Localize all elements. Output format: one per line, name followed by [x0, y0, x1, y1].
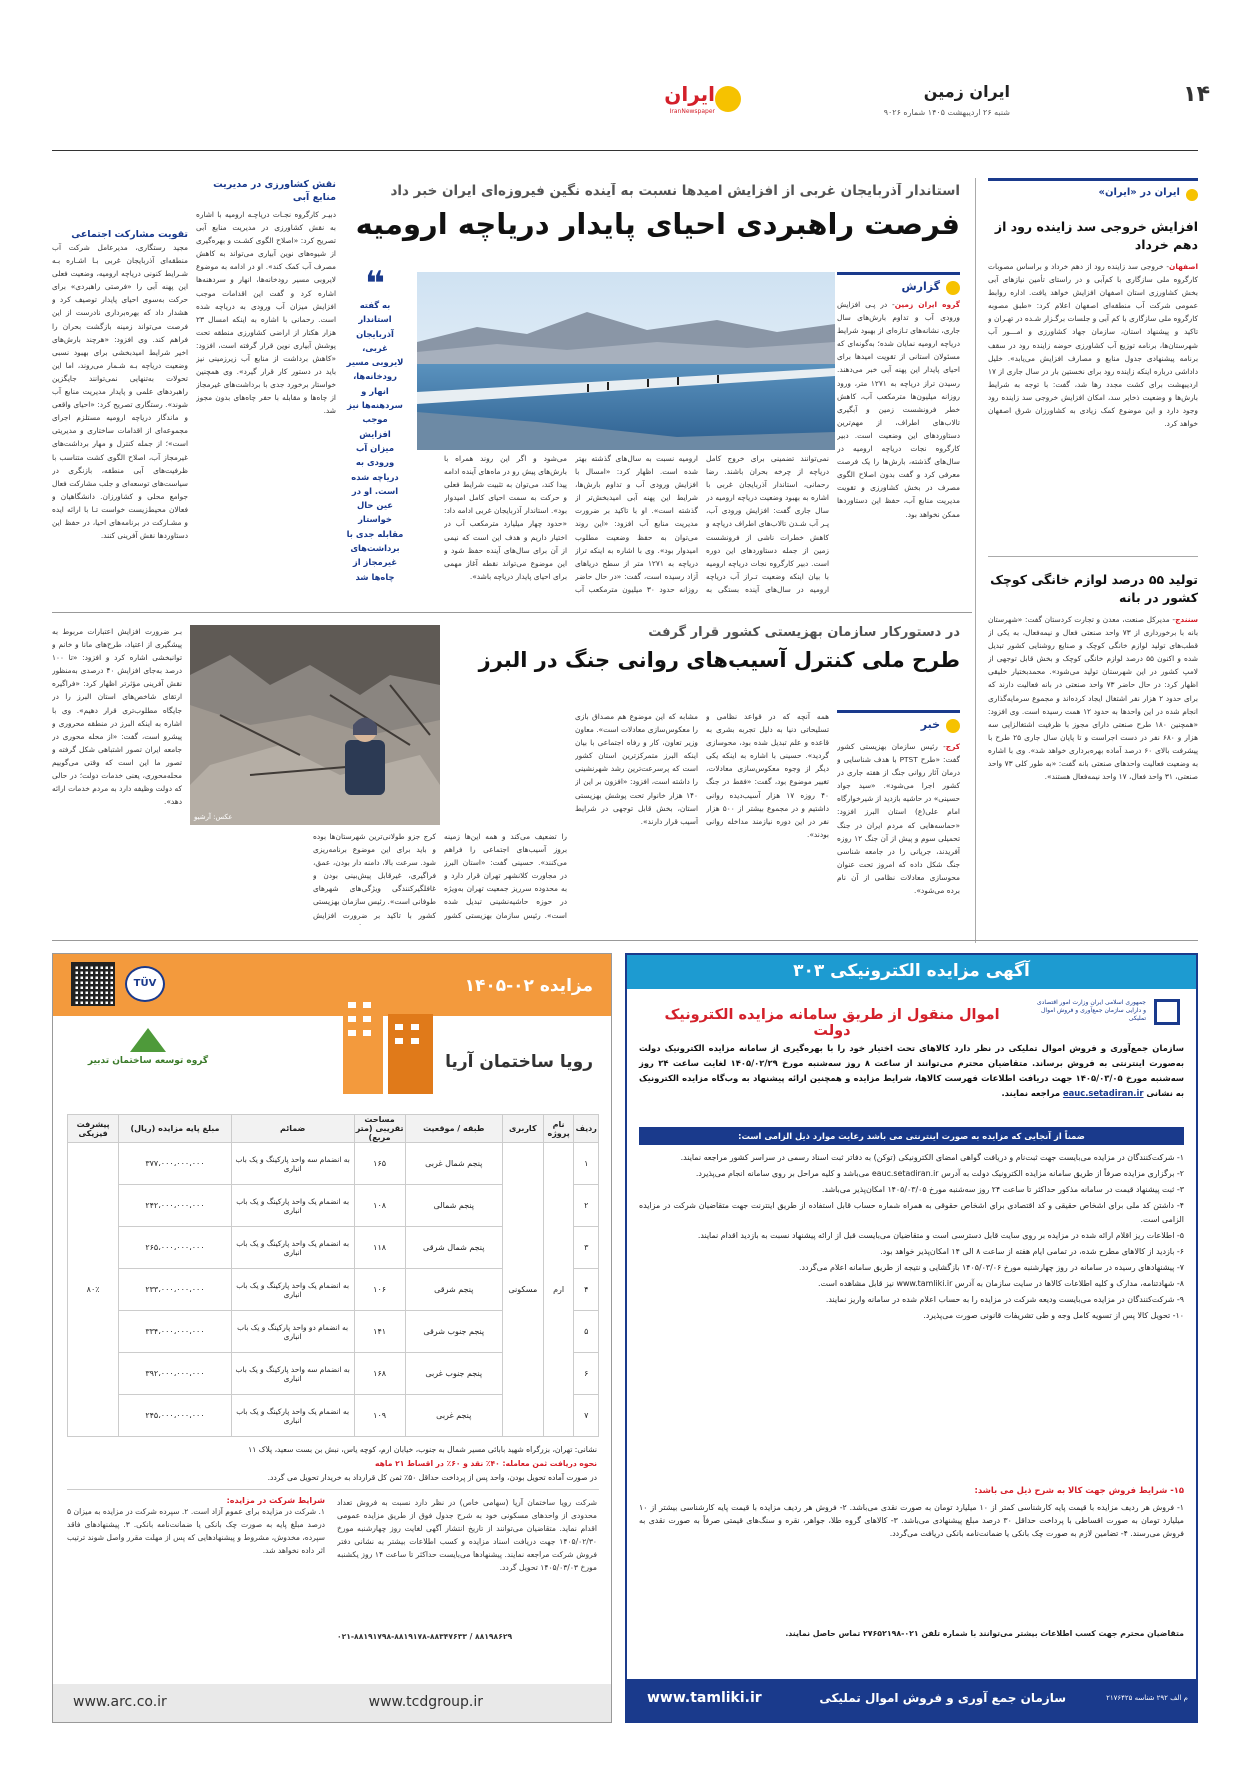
sub2-body	[52, 178, 188, 596]
th-floor: طبقه / موقعیت	[405, 1115, 502, 1143]
list-item: ۶- بازدید از کالاهای مطرح شده، در تمامی ایام هفته از ساعت ۸ الی ۱۴ امکان‌پذیر خواهد بود.	[880, 1247, 1184, 1256]
cell-area: ۱۶۸	[354, 1353, 405, 1395]
cell-extras: به انضمام یک واحد پارکینگ و یک باب انباری	[231, 1185, 354, 1227]
sidebar-story2-text: - مدیرکل صنعت، معدن و تجارت کردستان گفت: «شهرستان بانه با برخورداری از ۷۳ واحد صنعتی فعال و نیمه‌فعال، به یکی از قطب‌های تولید لوازم خانگی کوچک و صنایع روشنایی کشور تبدیل شده و اکنون ۵۵ درصد لوازم خانگی کوچک و بخش قابل توجهی از لامپ کشور در این شهرستان تولید می‌شود». محمدبختیار خلیقی اظهار کرد: در حال حاضر ۷۳ واحد صنعتی در بانه فعالیت دارند که برای حدود ۲ هزار نفر اشتغال ایجاد کرده‌اند و مجموع سرمایه‌گذاری انجام شده در این واحدها به حدود ۱۲ همت رسیده است. وی افزود: «همچنین ۱۸۰ طرح صنعتی دارای مجوز با ظرفیت اشتغالزایی سه هزار و ۶۸۰ نفر در دست اجراست و تا پایان سال جاری ۲۵ طرح با پیشرفت بالای ۶۰ درصد آماده بهره‌برداری خواهد شد». وی با اشاره به وضعیت فعالیت واحدهای صنعتی بانه گفت: «به طور کلی ۷۳ واحد صنعتی، ۳۱ واحد فعال، ۱۷ واحد نیمه‌فعال هستند».	[988, 615, 1198, 782]
sub1-title: نقش کشاورزی در مدیریت منابع آبی	[213, 179, 336, 203]
cell-area: ۱۰۶	[354, 1269, 405, 1311]
second-col-1	[837, 740, 960, 925]
second-photo	[190, 625, 440, 825]
logo-text: ایران	[664, 82, 715, 106]
cell-area: ۱۰۹	[354, 1395, 405, 1437]
sidebar-bullet-icon	[1186, 189, 1198, 201]
sidebar-story2-lead: سنندج	[1175, 615, 1198, 624]
lead-kicker: استاندار آذربایجان غربی از افزایش امیدها نسبت به آینده نگین فیروزه‌ای ایران خبر داد	[390, 183, 960, 199]
th-no: ردیف	[574, 1115, 599, 1143]
ad-left-delivery: در صورت آماده تحویل بودن، واحد پس از پرداخت حداقل ۵۰٪ ثمن کل قرارداد به خریدار تحویل می گردد.	[267, 1473, 597, 1482]
sidebar-story1-text: - خروجی سد زاینده رود از دهم خرداد و براساس مصوبات کارگروه ملی سازگاری با کم‌آبی و در راستای تأمین نیاز‌های آبی بخش کشاورزی استان اصفهان افزایش خواهد یافت. اداره روابط عمومی شرکت آب منطقه‌ای اصفهان اعلام کرد: «طبق مصوبه کارگروه ملی سازگاری با کم آبی و جلسات برگـزار شـده در تهـران و تاکید و پیشنهاد استان، سازمان جهاد کشاورزی و امـــور آب شهرستان‌ها، برنامه توزیع آب کشاورزی حوضه زاینده رود در سقف برنامه پیشنهادی جدول منابع و مصارف افزایش می‌یابد». خلیل داداشی درباره اینکه زاینده رود برای نخستین بار در سال جاری از ۱۷ اردیبهشت برای کشت مجدد رها شد، گفت: با توجه به شرایط بارش‌ها و وضعیت ذخایر سد، امکان افزایش خروجی سد زاینده رود وجود دارد و این موضوع کمک زیادی به کشاورزان شرق اصفهان خواهد کرد.	[988, 262, 1198, 429]
list-item: ۷- پیشنهادهای رسیده در سامانه در روز چهارشنبه مورخ ۱۴۰۵/۰۳/۰۶ بازگشایی و نتیجه از طریق سامانه اعلام می‌گردد.	[799, 1263, 1184, 1272]
list-item: ۵- اطلاعات ریز اقلام ارائه شده در مزایده بر روی سایت قابل دسترسی است و متقاضیان می‌بایست قبل از ارائه پیشنهاد نسبت به بازدید اقدام نمایند.	[697, 1231, 1184, 1240]
ad-left	[52, 953, 612, 1723]
footer-url-2[interactable]: www.arc.co.ir	[73, 1694, 167, 1710]
logo-sub: IranNewspaper	[669, 108, 715, 115]
list-item: ۹- شرکت‌کنندگان در مزایده می‌بایست ودیعه شرکت در مزایده را به حساب اعلام شده در سامانه واریز نمایند.	[825, 1295, 1184, 1304]
building-icon	[333, 984, 443, 1094]
page-number: ۱۴	[1183, 82, 1210, 107]
sub2-title: تقویت مشارکت اجتماعی	[71, 229, 188, 240]
auction-table-header	[68, 1115, 599, 1143]
eauc-link[interactable]: eauc.setadiran.ir	[1062, 1088, 1144, 1098]
sidebar-story2-title: تولید ۵۵ درصد لوازم خانگی کوچک کشور در بانه	[990, 572, 1198, 605]
group-name: گروه توسعه ساختمان تدبیر	[87, 1056, 209, 1066]
lead-col-1	[837, 298, 960, 596]
masthead-rule	[52, 150, 1198, 151]
second-col-6: بـر ضرورت افزایش اعتبارات مربوط به پیشگیری از اعتیاد، طرح‌های مانا و خانم و توانبخشی اشاره کرد و افزود: «تا ۱۰۰ درصد به‌جای افزایش ۴۰ درصدی به‌منظور نقش آفرینی مؤثرتر اظهار کرد: «فراگیره ارتقای شاخص‌های استان البرز را در جایگاه مطلوب‌تری قرار دهیم». وی با اشاره به اینکه البرز در منطقه محروری و پیشرو است، گفت: «از محله محوری در جامعه ایران تصور اشتباهی شکل گرفته و تصور ما این است که وقتی می‌گوییم محله‌محوری، یعنی خدمات دولت؛ در حالی که دولت وظیفه دارد به مردم خدمات ارائه دهد».	[52, 627, 182, 807]
cell-floor: پنجم شمالی	[405, 1185, 502, 1227]
list-item: ۸- شهادتنامه، مدارک و کلیه اطلاعات کالاها در سایت سازمان به آدرس www.tamliki.ir نیز قابل مشاهده است.	[818, 1279, 1184, 1288]
cell-area: ۱۱۸	[354, 1227, 405, 1269]
cell-extras: به انضمام یک واحد پارکینگ و یک باب انباری	[231, 1395, 354, 1437]
cell-extras: به انضمام یک واحد پارکینگ و یک باب انباری	[231, 1269, 354, 1311]
list-item: ۴- داشتن کد ملی برای اشخاص حقیقی و کد اقتصادی برای اشخاص حقوقی به همراه شماره حساب قابل استفاده از طریق اینترنت جهت متقاضیان شرکت در مزایده الزامی است.	[639, 1201, 1184, 1224]
sub2-text: مجید رستگاری، مدیرعامل شرکت آب منطقه‌ای آذربایجان غربی بـا اشـاره بـه شـرایط کنونی دریاچه ارومیه، وضعیت فعلی این پهنه آبی را «فرصتی راهبردی» برای حرکت به‌سوی احیای پایدار توصیف کرد و هشدار داد که بهره‌برداری نادرست از این فرصت می‌تواند زمینه بازگشت بحران را فراهم کند. وی افزود: «هرچند بارش‌های اخیر شرایط امیدبخشی برای بهبود نسبی وضعیت دریاچه بـه شـمار می‌روند، اما این تحولات به‌تنهایی نمی‌توانند جایگزین راهبردهای علمی و پایدار مدیریت منابع آب شوند». رستگاری تصریح کرد: «احیای واقعی و ماندگار دریاچه ارومیه مستلزم اجرای مجموعه‌ای از اقدامات ساختاری و مدیریتی است»؛ از جمله کنترل و مهار برداشت‌های غیرمجاز آب، اصلاح الگوی کشت متناسب با ظرفیت‌های آبی منطقه، بازنگری در سیاست‌های توسعه‌ای و جلب مشارکت فعال جوامع محلی و کشاورزان. دانشگاهیان و فعالان محیط‌زیست خواست تـا با ارائه ایده و مشـارکت در برنامه‌های احیا، در حفظ این دستاوردها نقش آفرینی کنند.	[52, 243, 188, 541]
news-bullet-icon	[946, 719, 960, 733]
tamliki-logo-icon	[1154, 999, 1180, 1025]
second-col-4: را تضعیف می‌کند و همه این‌ها زمینه بروز آسیب‌های اجتماعی را فراهم می‌کنند». حسینی گفت: «استان البرز در مجاورت کلانشهر تهران قرار دارد و به محدوده سرریز جمعیت تهران به‌ویژه در حوزه حاشیه‌نشینی تبدیل شده است». رئیس سازمان بهزیستی کشور	[444, 832, 567, 920]
cell-area: ۱۰۸	[354, 1185, 405, 1227]
cell-area: ۱۴۱	[354, 1311, 405, 1353]
ad-left-contact: ۰۲۱-۸۸۱۹۱۷۹۸-۸۸۱۹۱۷۸-۸۸۳۴۷۶۳۳ / ۸۸۱۹۸۶۲۹	[337, 1632, 513, 1641]
cell-area: ۱۶۵	[354, 1143, 405, 1185]
lead-photo	[417, 272, 835, 450]
list-item: ۲- برگزاری مزایده صرفاً از طریق سامانه مزایده الکترونیک دولت به آدرس eauc.setadiran.ir می‌باشد و کلیه مراحل بر روی سامانه انجام می‌پذیرد.	[695, 1169, 1184, 1178]
qr-code-icon	[71, 962, 115, 1006]
section-rule-2	[52, 940, 1198, 941]
cell-progress: ۸۰٪	[68, 1143, 119, 1437]
cell-floor: پنجم شمال شرقی	[405, 1227, 502, 1269]
ad-left-notice: شرکت رویا ساختمان آریا (سهامی خاص) در نظر دارد نسبت به فروش تعداد محدودی از واحدهای مسکونی خود به شرح جدول فوق از طریق مزایده عمومی اقدام نماید. متقاضیان می‌توانند از تاریخ انتشار آگهی لغایت روز چهارشنبه مورخ ۱۴۰۵/۰۲/۳۰ جهت دریافت اسناد مزایده و کسب اطلاعات بیشتر به نشانی دفتر فروش شرکت مراجعه نمایند. پیشنهادها می‌بایست حداکثر تا ساعت ۱۴ روز یکشنبه مورخ ۱۴۰۵/۰۳/۰۳ تحویل گردد.	[337, 1498, 597, 1573]
newspaper-logo	[655, 80, 755, 120]
ad-left-header	[53, 954, 612, 1104]
section-title: ایران زمین	[923, 82, 1010, 101]
cell-price: ۲۴۲،۰۰۰،۰۰۰،۰۰۰	[119, 1185, 232, 1227]
building-graphic	[333, 984, 443, 1094]
sidebar-divider	[975, 178, 976, 943]
auction-table	[67, 1114, 599, 1437]
lead-col-2: نمی‌توانند تضمینی برای خروج کامل دریاچه از چرخه بحران باشند. رضا رحمانی، استاندار آذربایجان غربی با اشاره به بهبود وضعیت دریاچه ارومیه در سال جاری گفت: افزایش ورودی آب، پـر آب شـدن تالاب‌های اطراف دریاچه و کاهش خطرات ناشی از فرونشست زمین از جمله دستاوردهای این دوره است. دبیر کارگروه نجات دریاچه ارومیه با بیان اینکه وضعیت تـراز آب دریاچه ارومیه در سال‌های آینده بستگی به	[706, 454, 829, 594]
cell-no: ۴	[574, 1269, 599, 1311]
cell-price: ۲۳۳،۰۰۰،۰۰۰،۰۰۰	[119, 1269, 232, 1311]
th-project: نام پروژه	[543, 1115, 574, 1143]
ad-left-footer	[53, 1684, 612, 1722]
cell-no: ۳	[574, 1227, 599, 1269]
lead-label	[837, 272, 960, 292]
tree-logo-icon	[130, 1028, 166, 1052]
second-lead: کرج	[945, 742, 960, 751]
th-usage: کاربری	[502, 1115, 543, 1143]
cell-extras: به انضمام سه واحد پارکینگ و یک باب انباری	[231, 1143, 354, 1185]
ad-right-condition-title: ۱۵- شرایط فروش جهت کالا به شرح ذیل می باشد:	[974, 1485, 1184, 1495]
sidebar-story1-body	[988, 260, 1198, 550]
sidebar-story1-title: افزایش خروجی سد زاینده رود از دهم خرداد	[994, 219, 1198, 252]
banner-text: آگهی مزایده الکترونیکی ۳۰۳	[793, 961, 1030, 981]
cell-price: ۳۷۷،۰۰۰،۰۰۰،۰۰۰	[119, 1143, 232, 1185]
ad-left-address: نشانی: تهران، بزرگراه شهید بابائی مسیر شمال به جنوب، خیابان ارم، کوچه یاس، نبش بن بست سعید، پلاک ۱۱	[248, 1445, 597, 1454]
intro-text: سازمان جمع‌آوری و فروش اموال تملیکی در نظر دارد کالاهای تحت اختیار خود را با بهره‌گیری از سامانه مزایده الکترونیک دولت به‌صورت اینترنتی به فروش برساند. متقاضیان محترم می‌توانند از ساعت ۸ روز سه‌شنبه مورخ ۱۴۰۵/۰۲/۲۹ لغایت ساعت ۲۴ روز سه‌شنبه مورخ ۱۴۰۵/۰۳/۰۵ جهت دریافت اطلاعات فهرست کالاها، شرایط مزایده و همچنین ارائه پیشنهاد به وب‌گاه مزایده الکترونیک به نشانی	[639, 1043, 1185, 1098]
cell-floor: پنجم شمال غربی	[405, 1143, 502, 1185]
ad-right-items	[639, 1151, 1184, 1481]
lead-sub1	[196, 178, 336, 596]
logo-sun-icon	[715, 86, 741, 112]
second-photo-caption: عکس: آرشیو	[194, 813, 233, 821]
list-item: ۱۰- تحویل کالا پس از تسویه کامل وجه و طی تشریفات قانونی صورت می‌پذیرد.	[923, 1311, 1184, 1320]
footer-url-1[interactable]: www.tcdgroup.ir	[368, 1694, 483, 1710]
footer-code: م الف ۲۹۲ شناسه ۲۱۷۶۴۲۵	[1106, 1694, 1188, 1702]
ad-right-footer	[627, 1679, 1196, 1721]
pull-quote	[346, 264, 404, 596]
sidebar	[988, 178, 1198, 883]
sidebar-header-text: ایران در «ایران»	[1098, 187, 1180, 198]
lead-sub2	[52, 178, 188, 596]
intro-end: مراجعه نمایند.	[1001, 1088, 1061, 1098]
auction-title: مزایده ۰۲-۱۴۰۵	[464, 976, 593, 996]
ad-right-banner	[627, 955, 1196, 989]
second-col-3: مشابه که این موضوع هم مصداق بازی را معکوس‌سازی معادلات است». معاون وزیر تعاون، کار و رفاه اجتماعی با بیان اینکه البرز متمرکز‌ترین استان کشور است که پرسرعت‌ترین رشد شهرنشینی را داشته است، افزود: «افزون بر این از ۱۴۰ هزار خانوار تحت پوشش بهزیستی استان، بخش قابل توجهی در شرایط آسیب قرار دارند».	[575, 712, 698, 826]
lead-headline: فرصت راهبردی احیای پایدار دریاچه ارومیه	[355, 207, 960, 241]
ad-right	[625, 953, 1198, 1723]
lake-urmia-photo	[417, 272, 835, 450]
dateline: شنبه ۲۶ اردیبهشت ۱۴۰۵ شماره ۹۰۲۶	[883, 108, 1010, 117]
cell-price: ۲۶۵،۰۰۰،۰۰۰،۰۰۰	[119, 1227, 232, 1269]
cell-extras: به انضمام سه واحد پارکینگ و یک باب انباری	[231, 1353, 354, 1395]
conditions-text: ۱. شرکت در مزایده برای عموم آزاد است. ۲. سپرده شرکت در مزایده به میزان ۵ درصد مبلغ پایه به صورت چک بانکی یا ضمانت‌نامه بانکی. ۳. پیشنهادهای فاقد سپرده، مخدوش، مشروط و پیشنهادهایی که پس از مهلت مقرر واصل شوند ترتیب اثر داده نخواهد شد.	[67, 1507, 325, 1556]
table-row	[68, 1143, 599, 1185]
sub1-body: دبیـر کارگروه نجـات دریاچـه ارومیه با اشاره به نقش کشاورزی در مدیریت منابع آبی تصریح کرد: «اصلاح الگوی کشـت و بهره‌گیری از شیوه‌های نوین آبیاری می‌تواند به کاهش مصرف آب کمک کند». او در ادامه به موضوع لایروبی مسیر رودخانه‌ها، انهار و سردهنه‌ها اشاره کرد و گفت این اقدامات موجب افزایش میزان آب ورودی به دریاچه شده است. رحمانی با اشاره به اینکه امسال ۲۳ هزار هکتار از اراضی کشاورزی منطقه تحت پوشش آبیاری نوین قرار گرفته است، افزود: «کاهش برداشت از منابع آب زیرزمینی نیز باید در دستور کار قرار گیرد». وی همچنین خواستار برخورد جدی با برداشت‌های غیرمجاز از چاه‌ها و مقابله با حفر چاه‌های بدون مجوز شد.	[196, 210, 336, 416]
pull-quote-text: به گفته استاندار آذربایجان غربی، لایروبی مسیر رودخانه‌ها، انهار و سردهنه‌ها نیز موجب افزایش میزان آب ورودی به دریاچه شده است. او در عین حال خواستار مقابله جدی با برداشت‌های غیرمجاز از چاه‌ها شد	[346, 300, 404, 582]
group-logo	[73, 1028, 223, 1088]
second-col-1-text: - رئیس سازمان بهزیستی کشور گفت: «طرح PTST با هدف شناسایی و درمان آثار روانی جنگ از هفته جاری در کشور اجرا می‌شود». «سید جواد حسینی» در حاشیه بازدید از شیرخوارگاه امام علی(ع) استان البرز افزود: «حماسه‌هایی که مردم ایران در جنگ تحمیلی سوم و پیش از آن جنگ ۱۲ روزه آفریدند، جریانی را در جامعه شناسی جنگ شکل داده که امروز تحت عنوان محوسازی معادلات نظامی از آن نام برده می‌شود».	[837, 742, 960, 896]
list-item: ۳- ثبت پیشنهاد قیمت در سامانه مذکور حداکثر تا ساعت ۲۴ روز سه‌شنبه مورخ ۱۴۰۵/۰۳/۰۵ امکان‌پذیر می‌باشد.	[821, 1185, 1184, 1194]
cell-no: ۶	[574, 1353, 599, 1395]
lead-col-1-text: - در پـی افزایش ورودی آب و تداوم بارش‌های سال جاری، نشانه‌های تـازه‌ای از بهبود شرایط دریاچه ارومیه نمایان شده؛ به‌گونه‌ای که مسئولان استانی از تقویت امیدها برای احیای پایدار این پهنه آبی خبر می‌دهند. رسیدن تراز دریاچه به ۱۲۷۱ متر، ورود روزانه میلیون‌ها مترمکعب آب، کاهش خطر فرونشست زمین و آبگیری تالاب‌های اطراف، از مهم‌ترین دستاوردهای این وضعیت است. دبیر کارگروه نجات دریاچه ارومیه در سال‌های گذشته، بارش‌ها را یک فرصت معرفی کرد و گفت بدون اصلاح الگوی مصرف در بخش کشاورزی و تقویت مدیریت منابع آب، حفظ این دستاوردها ممکن نخواهد بود.	[837, 300, 960, 519]
cell-no: ۵	[574, 1311, 599, 1353]
ad-right-headline: اموال منقول از طریق سامانه مزایده الکترونیک دولت	[664, 1007, 1000, 1039]
list-item: ۱- شرکت‌کنندگان در مزایده می‌بایست جهت ثبت‌نام و دریافت گواهی امضای الکترونیکی (توکن) به دفاتر ثبت اسناد رسمی در سراسر کشور مراجعه نمایند.	[680, 1153, 1184, 1162]
ad-right-issuer: جمهوری اسلامی ایران وزارت امور اقتصادی و دارایی سازمان جمع‌آوری و فروش اموال تملیکی	[1036, 999, 1146, 1022]
cell-extras: به انضمام دو واحد پارکینگ و یک باب انباری	[231, 1311, 354, 1353]
quote-icon: ❝	[365, 264, 385, 304]
brand-name: رویا ساختمان آریا	[445, 1052, 593, 1072]
ad-right-conditions: ۱- فروش هر ردیف مزایده با قیمت پایه کارشناسی کمتر از ۱۰ میلیارد تومان به صورت نقدی می‌باشد. ۲- فروش هر ردیف مزایده با قیمت پایه کارشناسی بیشتر از ۱۰ میلیارد تومان به صورت اقساطی با پرداخت حداقل ۳۰ درصد مبلغ پیشنهادی می‌باشد. ۳- کالاهای گروه طلا، جواهر، نقره و سنگ‌های قیمتی صرفاً به صورت نقدی به فروش می‌رسند. ۴- تضامین لازم به صورت چک بانکی یا ضمانت‌نامه بانکی دریافت می‌گردد.	[639, 1503, 1184, 1539]
ad-left-payment: نحوه دریافت ثمن معامله: ۴۰٪ نقد و ۶۰٪ در اقساط ۲۱ ماهه	[375, 1459, 597, 1468]
ad-right-note-title: ضمناً از آنجایی که مزایده به صورت اینترنتی می باشد رعایت موارد ذیل الزامی است:	[639, 1127, 1184, 1145]
footer-tamliki-url[interactable]: www.tamliki.ir	[647, 1690, 762, 1706]
th-area: مساحت تقریبی (متر مربع)	[355, 1115, 404, 1142]
lead-col-4: می‌شود و اگر این روند همراه با بارش‌های پیش رو در ماه‌های آینده ادامه پیدا کند، می‌توان به تثبیت شرایط فعلی و حرکت به سمت احیای کامل امیدوار بود». استاندار آذربایجان غربی ادامه داد: «حدود چهار میلیارد مترمکعب آب در اختیار داریم و هدف این است که نیمی از آن برای سال‌های آینده حفظ شود و این موضوع می‌تواند نقطه آغاز مهمی برای احیای پایدار دریاچه باشد».	[444, 454, 567, 581]
cell-floor: پنجم شرقی	[405, 1269, 502, 1311]
sidebar-story1-lead: اصفهان	[1169, 262, 1198, 271]
report-bullet-icon	[946, 281, 960, 295]
section-rule-1	[52, 612, 972, 613]
cell-extras: به انضمام یک واحد پارکینگ و یک باب انباری	[231, 1227, 354, 1269]
second-col-5: کرج جزو طولانی‌ترین شهرستان‌ها بوده و باید برای این موضوع برنامه‌ریزی شود. سرعت بالا، دامنه دار بودن، عمق، فراگیری، غیرقابل پیش‌بینی بودن و غافلگیرکنندگی ویژگی‌های شهرهای طوفانی است». رئیس سازمان بهزیستی کشور با تاکید بر ضرورت افزایش	[313, 832, 436, 920]
ad-right-intro	[639, 1041, 1184, 1101]
cell-floor: پنجم غربی	[405, 1395, 502, 1437]
cell-price: ۲۴۵،۰۰۰،۰۰۰،۰۰۰	[119, 1395, 232, 1437]
lead-byline: گروه ایران زمین	[894, 300, 960, 309]
th-price: مبلغ پایه مزایده (ریال)	[119, 1115, 232, 1143]
th-extras: ضمائم	[231, 1115, 354, 1143]
news-label-text: خبر	[920, 718, 940, 731]
ad-right-contact: متقاضیان محترم جهت کسب اطلاعات بیشتر می‌توانند با شماره تلفن ۰۲۱-۲۷۶۵۲۱۹۸ تماس حاصل نمایند.	[785, 1629, 1184, 1638]
conditions-title: شرایط شرکت در مزایده:	[226, 1496, 325, 1505]
cell-floor: پنجم جنوب غربی	[405, 1353, 502, 1395]
cell-usage: مسکونی	[502, 1143, 543, 1437]
rubble-photo	[190, 625, 440, 825]
cell-no: ۲	[574, 1185, 599, 1227]
cell-no: ۱	[574, 1143, 599, 1185]
tuv-badge-icon: TÜV	[125, 966, 165, 1002]
report-label-text: گزارش	[901, 280, 940, 293]
second-kicker: در دستورکار سازمان بهزیستی کشور قرار گرفت	[648, 625, 960, 640]
sidebar-header	[988, 178, 1198, 204]
footer-org-name: سازمان جمع آوری و فروش اموال تملیکی	[819, 1691, 1066, 1705]
second-label	[837, 710, 960, 732]
cell-price: ۳۳۴،۰۰۰،۰۰۰،۰۰۰	[119, 1311, 232, 1353]
cell-floor: پنجم جنوب شرقی	[405, 1311, 502, 1353]
sidebar-story2-body	[988, 613, 1198, 883]
second-col-2: همه آنچه که در قواعد نظامی و تسلیحاتی دنیا به دلیل تجربه بشری به قاعده و علم تبدیل شده بود، محوسازی گردید». حسینی با اشاره به اینکه یکی دیگر از وجوه معکوس‌سازی معادلات، تغییر موضوع بود، گفت: «فقط در جنگ ۴۰ روزه ۱۷ هزار آسیب‌دیده روانی داشتیم و در مجموع بیشتر از ۵۰۰ هزار نفر در این دوره نیازمند مداخله روانی بودند».	[706, 712, 829, 839]
th-progress: پیشرفت فیزیکی	[68, 1115, 119, 1143]
cell-price: ۳۹۲،۰۰۰،۰۰۰،۰۰۰	[119, 1353, 232, 1395]
cell-no: ۷	[574, 1395, 599, 1437]
cell-project: ارم	[543, 1143, 574, 1437]
lead-col-3: ارومیه نسبت به سال‌های گذشته بهتر شده است. اظهار کرد: «امسال با افزایش ورودی آب و تداوم بارش‌ها، شرایط این پهنه آبی امیدبخش‌تر از گذشته است». او با تاکید بر ضرورت مدیریت منابع آب افزود: «این روند می‌توان به حفظ وضعیت مطلوب امیدوار بود». وی با اشاره به اینکه تراز دریاچه به ۱۲۷۱ متر از سطح دریاهای آزاد رسیده است، گفت: «در حال حاضر روزانه حدود ۳۰ میلیون مترمکعب آب	[575, 454, 698, 594]
ad-left-conditions	[67, 1496, 325, 1656]
second-headline: طرح ملی کنترل آسیب‌های روانی جنگ در البرز	[478, 648, 960, 672]
